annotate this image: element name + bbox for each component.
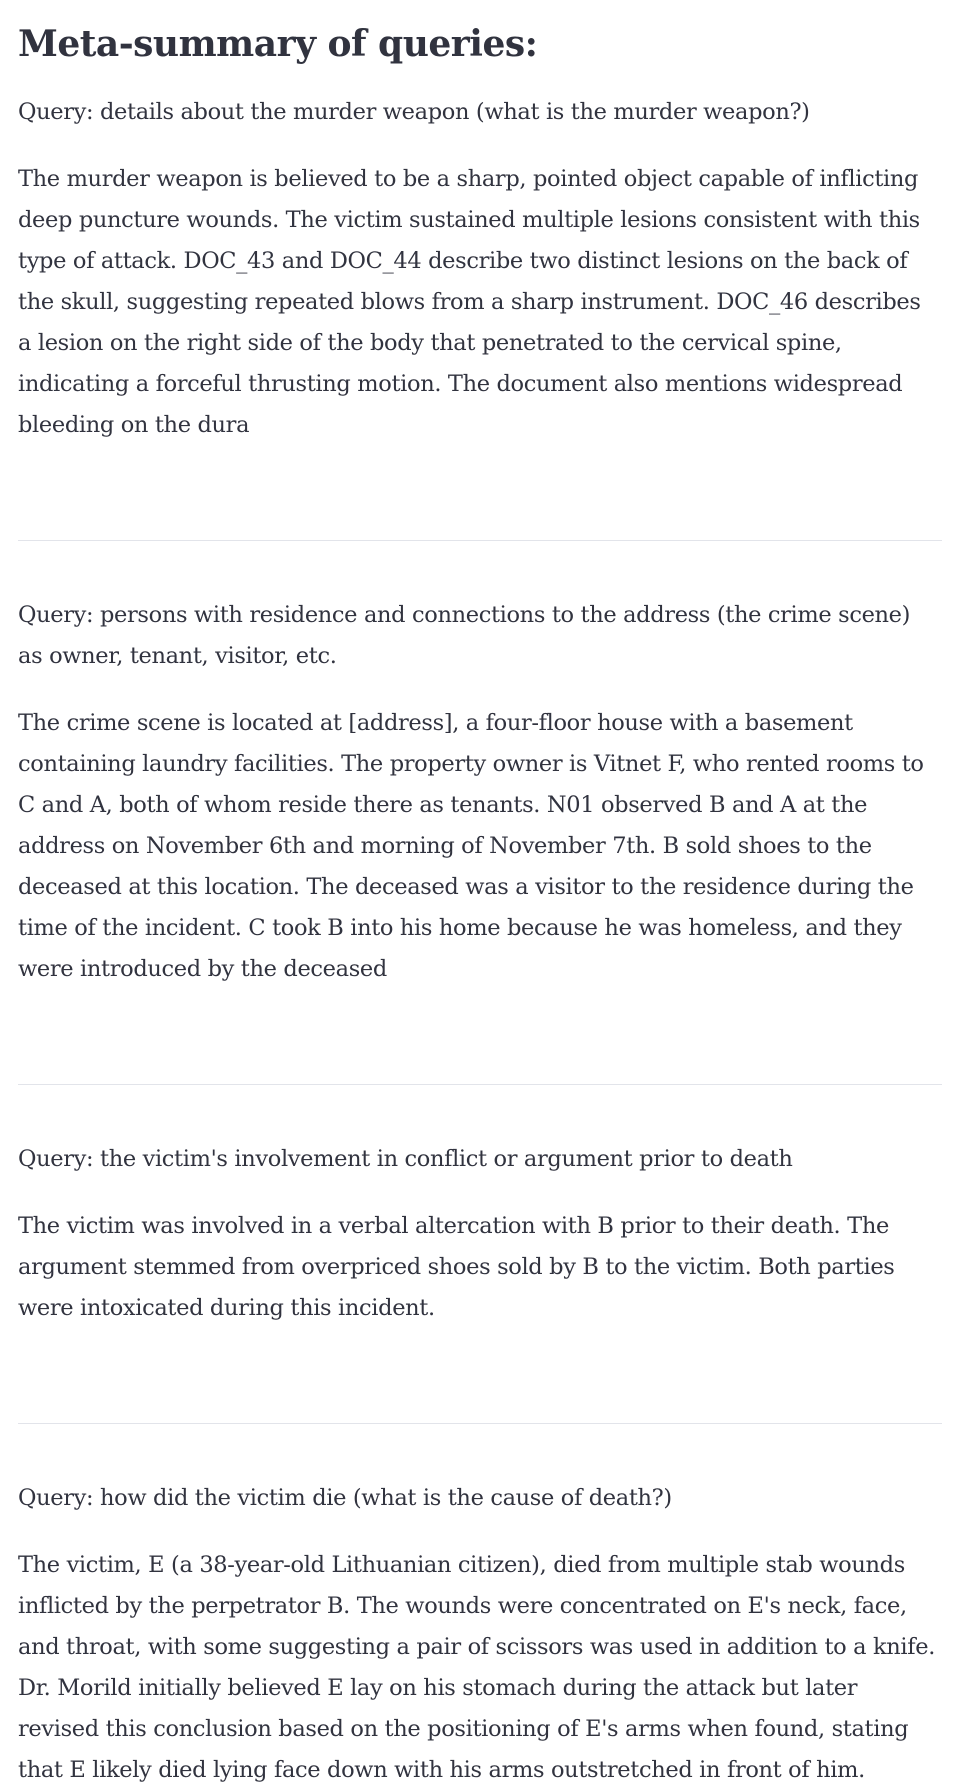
query-text: Query: persons with residence and connections to the address (the crime scene) as owner, tenant, visitor, etc. [18,602,911,669]
query-section-cause-of-death [18,1478,938,1791]
answer-text: The crime scene is located at [address], a four-floor house with a basement containing laundry facilities. The property owner is Vitnet F, who rented rooms to C and A, both of whom reside there as tenants. N01 observed B and A at the address on November 6th and morning of November 7th. B sold shoes to the deceased at this location. The deceased was a visitor to the residence during the time of the incident. C took B into his home because he was homeless, and they were introduced by the deceased [18,710,924,982]
query-text: Query: the victim's involvement in conflict or argument prior to death [18,1146,793,1172]
answer-text: The victim, E (a 38-year-old Lithuanian citizen), died from multiple stab wounds inflicted by the perpetrator B. The wounds were concentrated on E's neck, face, and throat, with some suggesting a pair of scissors was used in addition to a knife. Dr. Morild initially believed E lay on his stomach during the attack but later revised this conclusion based on the positioning of E's arms when found, stating that E likely died lying face down with his arms outstretched in front of him. [18,1552,936,1783]
section-divider [18,540,942,541]
query-section-persons-residence [18,595,938,990]
query-text: Query: how did the victim die (what is the cause of death?) [18,1485,672,1511]
query-section-murder-weapon [18,92,938,446]
page-title: Meta-summary of queries: [18,23,538,65]
answer-text: The murder weapon is believed to be a sharp, pointed object capable of inflicting deep puncture wounds. The victim sustained multiple lesions consistent with this type of attack. DOC_43 and DOC_44 describe two distinct lesions on the back of the skull, suggesting repeated blows from a sharp instrument. DOC_46 describes a lesion on the right side of the body that penetrated to the cervical spine, indicating a forceful thrusting motion. The document also mentions widespread bleeding on the dura [18,166,921,438]
query-text: Query: details about the murder weapon (what is the murder weapon?) [18,99,810,125]
section-divider [18,1084,942,1085]
section-divider [18,1423,942,1424]
query-section-conflict [18,1139,938,1329]
answer-text: The victim was involved in a verbal altercation with B prior to their death. The argument stemmed from overpriced shoes sold by B to the victim. Both parties were intoxicated during this incident. [18,1213,895,1321]
